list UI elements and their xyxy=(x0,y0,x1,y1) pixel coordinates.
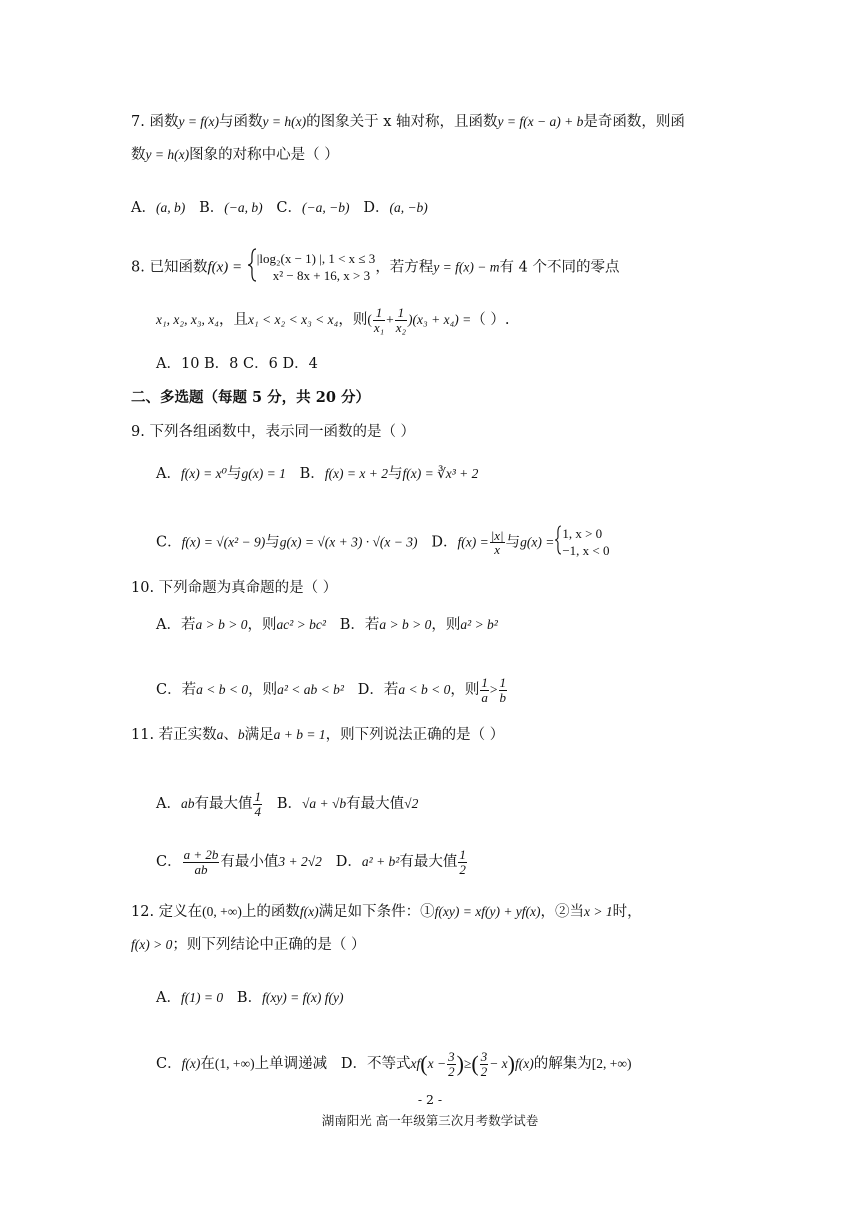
q8-text: （ ）. xyxy=(471,312,510,329)
q9-d-frac-num: |x| xyxy=(490,527,504,543)
q11-text: 11. 若正实数 xyxy=(131,727,217,743)
q11-c-frac-num: a + 2b xyxy=(183,847,219,862)
q7-text: 与函数 xyxy=(219,114,263,130)
q9-d-case2: −1, x < 0 xyxy=(562,542,610,558)
q8-options: A．10 B．8 C．6 D．4 xyxy=(156,356,318,372)
q8-vars: x₁, x₂, x₃, x₄ xyxy=(156,312,219,328)
q12-d-frac2 xyxy=(480,1050,489,1078)
q12-text: 满足如下条件：① xyxy=(318,904,435,920)
q12-domain: (0, +∞) xyxy=(202,904,242,919)
q10-a-then: ，则 xyxy=(247,617,277,633)
q7-option-a: (a, b) xyxy=(155,200,186,215)
q10-d-gt: > xyxy=(489,682,498,698)
q12-d-frac1-den: 2 xyxy=(448,1063,455,1079)
q12-b-label: B． xyxy=(236,990,263,1006)
q10-b-then: ，则 xyxy=(431,617,461,633)
q10-c-cond: a < b < 0 xyxy=(196,682,249,698)
q11-cond: a + b = 1 xyxy=(273,727,326,742)
q11-b-label: B． xyxy=(276,796,302,813)
q10-c-label: C．若 xyxy=(156,682,197,699)
q11-b-value: √2 xyxy=(404,796,419,812)
q10-b-cond: a > b > 0 xyxy=(379,617,432,632)
q12-d-lparen2: ( xyxy=(471,1050,479,1076)
q10-c-result: a² < ab < b² xyxy=(277,682,344,698)
q12-text: 时， xyxy=(612,904,642,920)
footer-title: 湖南阳光 高一年级第三次月考数学试卷 xyxy=(321,1113,539,1128)
q10-d-label: D．若 xyxy=(357,682,399,699)
q12-text: 上的函数 xyxy=(241,904,300,920)
q10-d-frac-a-den: a xyxy=(481,689,488,705)
q7-text: 是奇函数，则函 xyxy=(583,114,685,130)
q12-a-expr: f(1) = 0 xyxy=(180,990,224,1005)
q12-d-frac2-den: 2 xyxy=(480,1063,488,1079)
q12-fx: f(x) xyxy=(299,904,319,919)
q12-d-ge: ≥ xyxy=(463,1056,472,1072)
q12-d-xf: xf xyxy=(410,1056,421,1072)
q10-a-result: ac² > bc² xyxy=(276,617,326,632)
q11-a-text: 有最大值 xyxy=(194,796,253,813)
q12-d-rparen2: ) xyxy=(507,1050,515,1076)
q11-c-frac xyxy=(183,848,220,876)
q9-d-label: D． xyxy=(431,534,458,551)
q9-d-g: g(x) = xyxy=(520,534,555,550)
q7-option-a-label: A． xyxy=(131,200,156,216)
q7-stem-line2 xyxy=(131,147,339,164)
q11-d-frac-num: 1 xyxy=(459,847,466,862)
q12-d-frac1-num: 3 xyxy=(448,1049,455,1064)
q12-d-text: 的解集为 xyxy=(533,1056,592,1073)
q11-d-label: D． xyxy=(335,854,362,871)
q11-text: 、 xyxy=(223,727,238,743)
q7-option-c-label: C． xyxy=(276,200,303,216)
q7-text: 图象的对称中心是（ ） xyxy=(189,147,339,163)
q9-options-ab xyxy=(156,466,478,483)
q8-stem-line1 xyxy=(131,248,619,287)
q10-options-cd xyxy=(156,676,508,704)
q9-brace-icon xyxy=(554,525,562,560)
q10-a-label: A．若 xyxy=(156,617,196,633)
q12-c-text: 在 xyxy=(200,1056,215,1073)
q7-stem-line1 xyxy=(131,114,685,131)
q12-text: ；则下列结论中正确的是（ ） xyxy=(172,937,366,953)
section-title-multi-choice: 二、多选题（每题 5 分，共 20 分） xyxy=(131,389,370,406)
q12-d-text: 不等式 xyxy=(367,1056,411,1073)
q11-b-text: 有最大值 xyxy=(346,796,405,813)
q7-formula-odd: y = f(x − a) + b xyxy=(497,114,584,129)
q7-text: 数 xyxy=(131,147,146,163)
q8-text: ，若方程 xyxy=(375,259,434,276)
q7-text: 7. 函数 xyxy=(131,114,179,130)
q8-fx: f(x) = xyxy=(207,259,243,276)
q12-d-set: [2, +∞) xyxy=(591,1056,632,1072)
q11-a-frac-den: 4 xyxy=(254,803,261,819)
q8-brace-icon xyxy=(247,248,257,287)
q12-options-ab xyxy=(156,990,344,1007)
q11-c-text: 有最小值 xyxy=(220,854,279,871)
q11-options-cd xyxy=(156,848,468,876)
page-number: - 2 - xyxy=(417,1092,443,1107)
q10-b-result: a² > b² xyxy=(460,617,498,632)
q8-case1: |log₂(x − 1) |, 1 < x ≤ 3 xyxy=(256,251,376,267)
q10-d-frac-a xyxy=(480,676,489,704)
q11-a-frac-num: 1 xyxy=(254,789,261,804)
q12-d-frac1 xyxy=(447,1050,456,1078)
q9-a-f: f(x) = x⁰ xyxy=(180,466,227,481)
q8-equation: y = f(x) − m xyxy=(433,259,500,275)
q12-c-label: C． xyxy=(156,1056,182,1073)
q8-expr: )(x₃ + x₄) = xyxy=(408,312,472,328)
q7-text: 的图象关于 x 轴对称，且函数 xyxy=(306,114,498,130)
q9-c-mid: 与 xyxy=(265,534,280,551)
q11-d-text: 有最大值 xyxy=(399,854,458,871)
q9-b-g: f(x) = ∛x³ + 2 xyxy=(402,466,479,481)
q8-frac2-num: 1 xyxy=(395,306,407,321)
q12-d-minus-x: − x xyxy=(489,1056,508,1072)
q10-d-then: ，则 xyxy=(450,682,480,699)
q11-c-frac-den: ab xyxy=(194,861,208,877)
q10-d-frac-b-num: 1 xyxy=(499,675,506,690)
q7-option-b: (−a, b) xyxy=(224,200,263,215)
q12-cond2: x > 1 xyxy=(584,904,613,919)
q9-c-label: C． xyxy=(156,534,182,551)
q8-case2: x² − 8x + 16, x > 3 xyxy=(272,267,371,283)
q8-text: ，且 xyxy=(219,312,248,329)
q9-d-mid: 与 xyxy=(505,534,521,551)
q7-formula-h: y = h(x) xyxy=(262,114,307,129)
q12-d-fx: f(x) xyxy=(515,1056,534,1072)
q9-d-frac-den: x xyxy=(494,542,501,558)
q8-order: x₁ < x₂ < x₃ < x₄ xyxy=(248,312,339,328)
q7-formula-f: y = f(x) xyxy=(178,114,220,129)
q12-cond1: f(xy) = xf(y) + yf(x) xyxy=(434,904,541,919)
q11-title xyxy=(131,727,504,744)
q11-d-frac-den: 2 xyxy=(459,861,466,877)
q7-option-b-label: B． xyxy=(199,200,225,216)
q10-options-ab xyxy=(156,617,498,634)
q12-b-expr: f(xy) = f(x) f(y) xyxy=(262,990,344,1005)
q11-a-frac xyxy=(253,790,262,818)
q12-d-x: x − xyxy=(427,1056,447,1072)
q11-a-expr: ab xyxy=(180,796,195,812)
q10-a-cond: a > b > 0 xyxy=(195,617,248,632)
q8-plus: + xyxy=(386,312,394,328)
q7-formula-h2: y = h(x) xyxy=(145,147,190,162)
q8-frac2-den: x₂ xyxy=(395,319,407,335)
q8-frac1-den: x₁ xyxy=(373,319,385,335)
q9-d-cases xyxy=(562,526,609,559)
q7-option-c: (−a, −b) xyxy=(302,200,350,215)
q12-c-text: 上单调递减 xyxy=(254,1056,328,1073)
q9-b-mid: 与 xyxy=(388,466,403,482)
q8-stem-line2 xyxy=(156,306,509,334)
q12-options-cd xyxy=(156,1050,631,1078)
q12-stem-line2 xyxy=(131,937,365,954)
q12-c-interval: (1, +∞) xyxy=(214,1056,255,1072)
q11-var-b: b xyxy=(237,727,245,742)
q8-frac1 xyxy=(373,306,385,334)
q11-options-ab xyxy=(156,790,418,818)
q12-d-lparen: ( xyxy=(420,1050,428,1076)
q9-options-cd xyxy=(156,525,610,560)
q9-d-case1: 1, x > 0 xyxy=(562,526,603,542)
q8-frac2 xyxy=(395,306,407,334)
q11-var-a: a xyxy=(216,727,224,742)
q8-paren: ( xyxy=(367,312,372,328)
q7-option-d: (a, −b) xyxy=(389,200,428,215)
q8-text: ，则 xyxy=(338,312,368,329)
q9-d-f: f(x) = xyxy=(457,534,489,550)
q9-b-label: B． xyxy=(299,466,325,482)
q12-a-label: A． xyxy=(156,990,181,1006)
q8-text: 有 4 个不同的零点 xyxy=(499,259,620,276)
q11-a-label: A． xyxy=(156,796,181,813)
q8-frac1-num: 1 xyxy=(373,306,385,321)
q9-a-label: A． xyxy=(156,466,181,482)
q12-fx-positive: f(x) > 0 xyxy=(131,937,173,952)
q9-b-f: f(x) = x + 2 xyxy=(324,466,389,481)
q9-a-mid: 与 xyxy=(226,466,242,482)
q12-text: ，②当 xyxy=(540,904,585,920)
q8-cases xyxy=(257,251,376,284)
q12-c-expr: f(x) xyxy=(181,1056,201,1072)
q12-text: 12. 定义在 xyxy=(131,904,203,920)
q10-title: 10. 下列命题为真命题的是（ ） xyxy=(131,580,338,596)
q11-c-label: C． xyxy=(156,854,182,871)
q10-b-label: B．若 xyxy=(339,617,380,633)
q11-text: ，则下列说法正确的是（ ） xyxy=(325,727,505,743)
q12-stem-line1 xyxy=(131,904,642,921)
q7-option-d-label: D． xyxy=(363,200,390,216)
q9-title: 9. 下列各组函数中，表示同一函数的是（ ） xyxy=(131,424,416,440)
q10-d-frac-a-num: 1 xyxy=(481,675,488,690)
q12-d-frac2-num: 3 xyxy=(480,1049,488,1064)
q11-b-expr: √a + √b xyxy=(301,796,347,812)
q10-d-frac-b-den: b xyxy=(499,689,506,705)
q11-text: 满足 xyxy=(244,727,274,743)
q12-d-label: D． xyxy=(340,1056,368,1073)
q7-options xyxy=(131,200,428,217)
q11-c-value: 3 + 2√2 xyxy=(278,854,322,870)
q9-c-g: g(x) = √(x + 3) · √(x − 3) xyxy=(279,534,418,550)
q9-a-g: g(x) = 1 xyxy=(241,466,286,481)
q8-text: 8. 已知函数 xyxy=(131,259,208,276)
q12-d-rparen: ) xyxy=(456,1050,464,1076)
q10-d-cond: a < b < 0 xyxy=(398,682,451,698)
q10-d-frac-b xyxy=(499,676,508,704)
q9-d-frac xyxy=(490,529,505,557)
q10-c-then: ，则 xyxy=(248,682,278,699)
q11-d-frac xyxy=(458,848,467,876)
q9-c-f: f(x) = √(x² − 9) xyxy=(181,534,266,550)
q11-d-expr: a² + b² xyxy=(361,854,400,870)
